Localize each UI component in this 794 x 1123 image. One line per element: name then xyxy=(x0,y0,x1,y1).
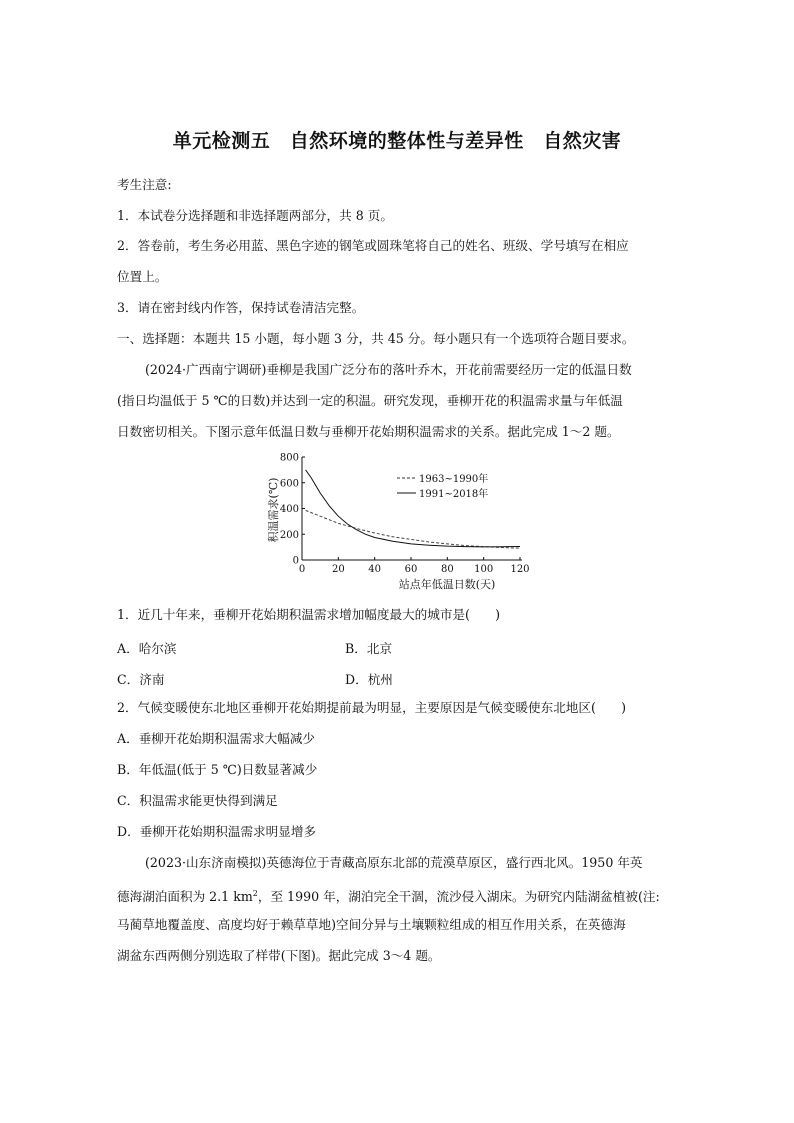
x-tick-label: 60 xyxy=(404,564,418,575)
passage1-line-1: (2024·广西南宁调研)垂柳是我国广泛分布的落叶乔木，开花前需要经历一定的低温日数 xyxy=(145,362,632,377)
question-2-stem: 2．气候变暖使东北地区垂柳开花始期提前最为明显，主要原因是气候变暖使东北地区( ) xyxy=(117,700,626,715)
passage2-line-1: (2023·山东济南模拟)英德海位于青藏高原东北部的荒漠草原区，盛行西北风。1950 年英 xyxy=(145,855,643,870)
question-2-option-b[interactable]: B．年低温(低于 5 ℃)日数显著减少 xyxy=(117,762,318,777)
superscript-2: 2 xyxy=(252,889,258,898)
legend-label-1991-2018: 1991~2018年 xyxy=(419,489,489,500)
y-tick-label: 400 xyxy=(279,504,299,515)
passage2-line-2 xyxy=(117,885,660,906)
y-tick-label: 0 xyxy=(292,555,299,567)
passage2-line-2-a: 德海湖泊面积为 2.1 km xyxy=(117,889,253,905)
passage2-line-2-b: ，至 1990 年，湖泊完全干涸，流沙侵入湖床。为研究内陆湖盆植被(注: xyxy=(257,889,660,905)
x-tick-label: 120 xyxy=(510,564,530,575)
passage1-line-3: 日数密切相关。下图示意年低温日数与垂柳开花始期积温需求的关系。据此完成 1～2 题。 xyxy=(117,424,620,439)
notice-item-2: 2．答卷前，考生务必用蓝、黑色字迹的钢笔或圆珠笔将自己的姓名、班级、学号填写在相应 xyxy=(117,238,629,253)
question-1-option-a[interactable]: A．哈尔滨 xyxy=(117,641,177,656)
legend-label-1963-1990: 1963~1990年 xyxy=(419,474,489,485)
x-tick-label: 40 xyxy=(368,564,382,575)
question-2-option-d[interactable]: D．垂柳开花始期积温需求明显增多 xyxy=(117,824,317,839)
notice-item-3: 3．请在密封线内作答，保持试卷清洁完整。 xyxy=(117,300,365,315)
question-1-stem: 1．近几十年来，垂柳开花始期积温需求增加幅度最大的城市是( ) xyxy=(117,607,501,622)
y-tick-label: 200 xyxy=(279,529,299,541)
question-2-option-c[interactable]: C．积温需求能更快得到满足 xyxy=(117,793,278,808)
section-heading: 一、选择题：本题共 15 小题，每小题 3 分，共 45 分。每小题只有一个选项符合题目要求。 xyxy=(117,331,635,346)
y-tick-label: 600 xyxy=(279,478,299,490)
chart xyxy=(264,447,534,597)
page-title: 单元检测五 自然环境的整体性与差异性 自然灾害 xyxy=(172,130,622,152)
passage1-line-2: (指日均温低于 5 ℃的日数)并达到一定的积温。研究发现，垂柳开花的积温需求量与年低温 xyxy=(117,393,623,408)
x-tick-label: 80 xyxy=(440,564,454,575)
y-axis-label: 积温需求(℃) xyxy=(267,477,280,543)
x-axis-label: 站点年低温日数(天) xyxy=(398,578,496,591)
question-1-option-b[interactable]: B．北京 xyxy=(345,641,393,656)
notice-heading: 考生注意: xyxy=(117,177,172,192)
y-tick-label: 800 xyxy=(279,452,299,464)
x-tick-label: 0 xyxy=(298,564,306,575)
notice-item-1: 1．本试卷分选择题和非选择题两部分，共 8 页。 xyxy=(117,208,393,223)
question-1-option-d[interactable]: D．杭州 xyxy=(345,672,393,687)
x-tick-label: 100 xyxy=(474,564,494,575)
question-1-option-c[interactable]: C．济南 xyxy=(117,672,165,687)
passage2-line-3: 马蔺草地覆盖度、高度均好于赖草草地)空间分异与土壤颗粒组成的相互作用关系，在英德海 xyxy=(117,917,626,932)
question-2-option-a[interactable]: A．垂柳开花始期积温需求大幅减少 xyxy=(117,731,316,746)
passage2-line-4: 湖盆东西两侧分别选取了样带(下图)。据此完成 3～4 题。 xyxy=(117,948,441,963)
notice-item-2-cont: 位置上。 xyxy=(117,269,168,284)
x-tick-label: 20 xyxy=(331,564,345,575)
